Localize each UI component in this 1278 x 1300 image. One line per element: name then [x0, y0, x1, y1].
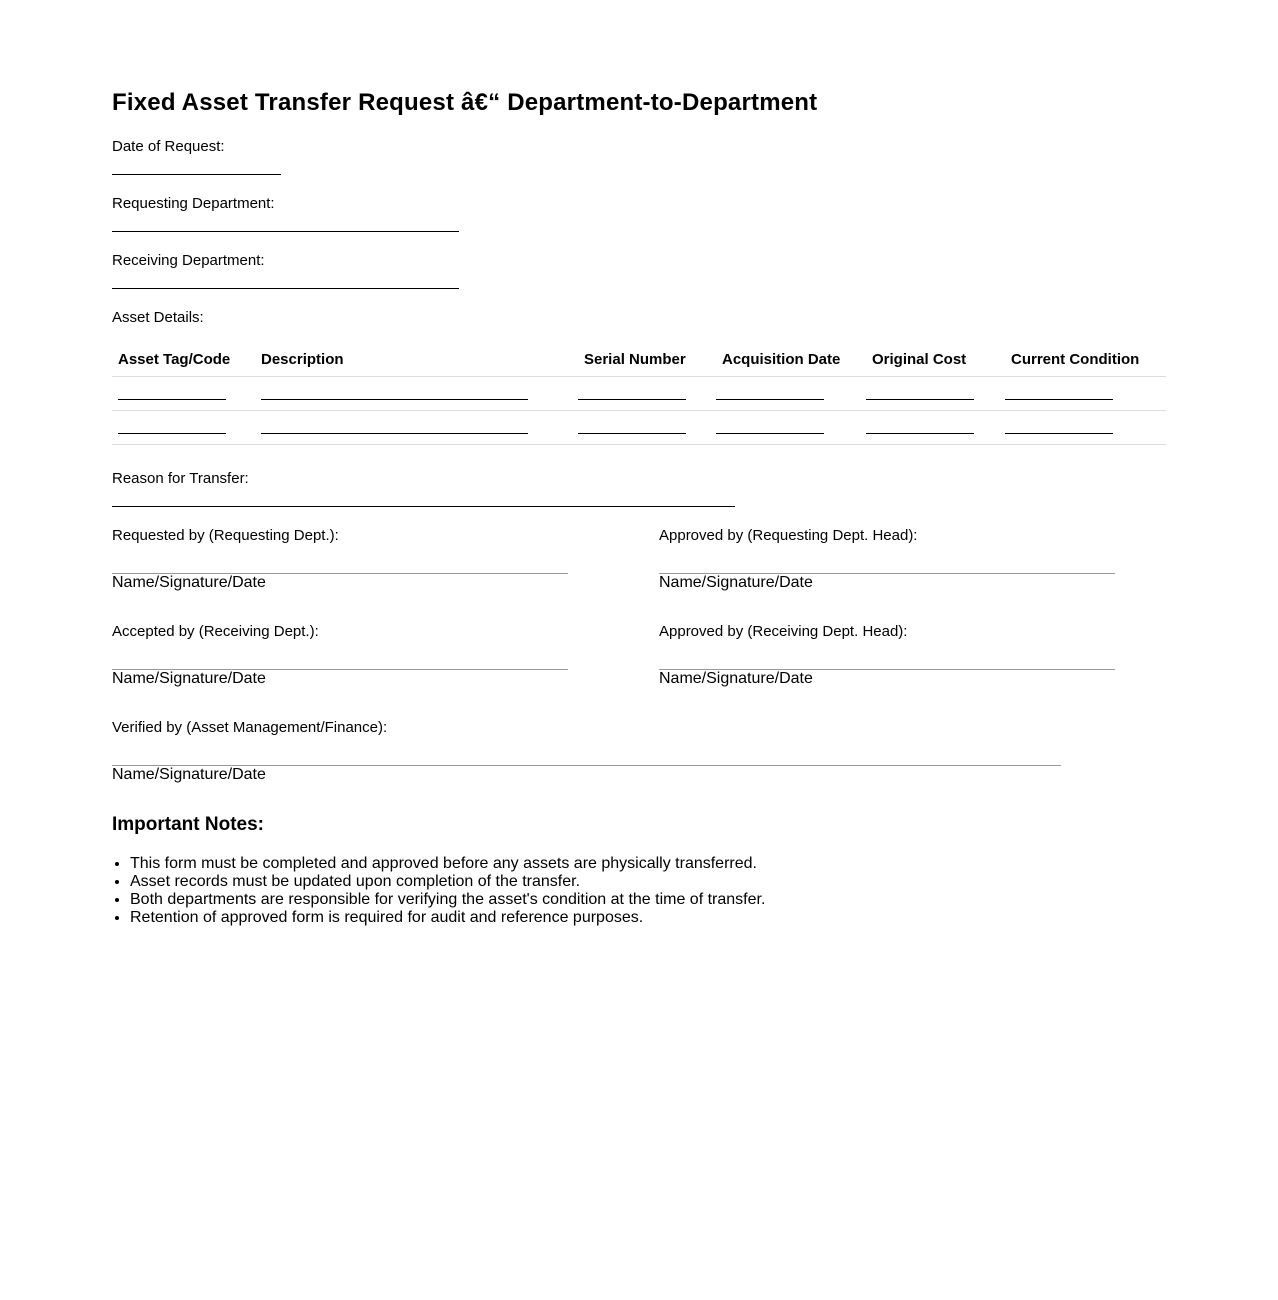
table-header-row [112, 342, 1166, 377]
reason-for-transfer-label: Reason for Transfer: [112, 470, 249, 487]
important-notes-heading: Important Notes: [112, 814, 264, 835]
approved-requesting-head-caption: Name/Signature/Date [659, 574, 813, 591]
verified-by-label: Verified by (Asset Management/Finance): [112, 719, 388, 736]
list-item: • Retention of approved form is required for audit and reference purposes. [130, 909, 765, 927]
list-item: • This form must be completed and approved before any assets are physically transferred. [130, 855, 765, 873]
requesting-department-line[interactable] [112, 231, 459, 232]
table-cell [112, 377, 255, 411]
requesting-department-label: Requesting Department: [112, 195, 275, 212]
description-blank[interactable] [261, 399, 528, 400]
table-cell [1005, 377, 1166, 411]
list-item: • Asset records must be updated upon completion of the transfer. [130, 873, 765, 891]
asset-details-table [112, 342, 1166, 445]
asset-tag-blank[interactable] [118, 399, 226, 400]
table-cell [866, 411, 1005, 445]
table-cell [255, 411, 578, 445]
acquisition-date-blank[interactable] [716, 433, 824, 434]
table-cell [578, 377, 716, 411]
serial-number-blank[interactable] [578, 433, 686, 434]
column-header-asset-tag: Asset Tag/Code [112, 342, 255, 377]
receiving-department-label: Receiving Department: [112, 252, 265, 269]
receiving-department-line[interactable] [112, 288, 459, 289]
page-title: Fixed Asset Transfer Request â€“ Department-to-Department [112, 89, 818, 116]
column-header-serial-number: Serial Number [578, 342, 716, 377]
original-cost-blank[interactable] [866, 433, 974, 434]
date-of-request-line[interactable] [112, 174, 281, 175]
table-cell [716, 377, 866, 411]
requested-by-label: Requested by (Requesting Dept.): [112, 527, 339, 544]
asset-tag-blank[interactable] [118, 433, 226, 434]
asset-details-label: Asset Details: [112, 309, 204, 326]
list-item: • Both departments are responsible for verifying the asset's condition at the time of transfer. [130, 891, 765, 909]
original-cost-blank[interactable] [866, 399, 974, 400]
verified-by-caption: Name/Signature/Date [112, 766, 266, 783]
table-cell [112, 411, 255, 445]
requested-by-caption: Name/Signature/Date [112, 574, 266, 591]
date-of-request-label: Date of Request: [112, 138, 225, 155]
column-header-description: Description [255, 342, 578, 377]
table-row [112, 377, 1166, 411]
reason-for-transfer-line[interactable] [112, 506, 735, 507]
current-condition-blank[interactable] [1005, 399, 1113, 400]
accepted-by-caption: Name/Signature/Date [112, 670, 266, 687]
description-blank[interactable] [261, 433, 528, 434]
approved-receiving-head-label: Approved by (Receiving Dept. Head): [659, 623, 908, 640]
table-cell [1005, 411, 1166, 445]
accepted-by-label: Accepted by (Receiving Dept.): [112, 623, 319, 640]
column-header-current-condition: Current Condition [1005, 342, 1166, 377]
table-cell [255, 377, 578, 411]
table-cell [578, 411, 716, 445]
current-condition-blank[interactable] [1005, 433, 1113, 434]
table-row [112, 411, 1166, 445]
acquisition-date-blank[interactable] [716, 399, 824, 400]
table-cell [866, 377, 1005, 411]
approved-receiving-head-caption: Name/Signature/Date [659, 670, 813, 687]
approved-requesting-head-label: Approved by (Requesting Dept. Head): [659, 527, 918, 544]
column-header-original-cost: Original Cost [866, 342, 1005, 377]
serial-number-blank[interactable] [578, 399, 686, 400]
important-notes-list [112, 855, 765, 927]
column-header-acquisition-date: Acquisition Date [716, 342, 866, 377]
table-cell [716, 411, 866, 445]
